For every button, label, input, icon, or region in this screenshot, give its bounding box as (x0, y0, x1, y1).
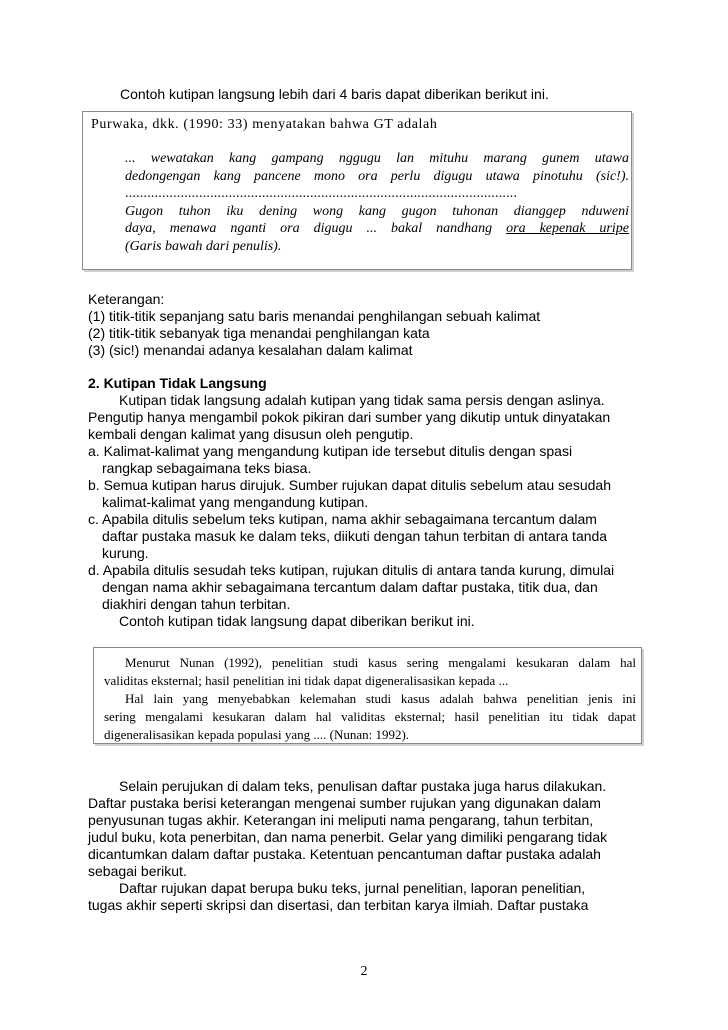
list-item-c-cont: daftar pustaka masuk ke dalam teks, diikuti dengan tahun terbitan di antara tanda (102, 528, 608, 544)
quote-line: Hal lain yang menyebabkan kelemahan studi kasus adalah bahwa penelitian jenis ini (125, 691, 636, 706)
list-item-c-cont: kurung. (102, 545, 149, 561)
quote-text: daya, menawa nganti ora digugu ... bakal nandhang (125, 221, 507, 236)
list-item-b-cont: kalimat-kalimat yang mengandung kutipan. (102, 494, 369, 510)
paragraph-line: Daftar pustaka berisi keterangan mengenai sumber rujukan yang digunakan dalam (88, 795, 601, 811)
keterangan-section (88, 291, 648, 359)
list-item-a-cont: rangkap sebagaimana teks biasa. (102, 460, 312, 476)
direct-quote-box (82, 111, 632, 270)
page-number: 2 (360, 964, 368, 979)
quote-line: validitas eksternal; hasil penelitian ini tidak dapat digeneralisasikan kepada ... (104, 673, 509, 688)
paragraph-line: penyusunan tugas akhir. Keterangan ini meliputi nama pengarang, tahun terbitan, (88, 812, 594, 828)
keterangan-item: (3) (sic!) menandai adanya kesalahan dalam kalimat (88, 342, 413, 358)
paragraph-line: judul buku, kota penerbitan, dan nama penerbit. Gelar yang dimiliki pengarang tidak (88, 829, 608, 845)
quote-line: (Garis bawah dari penulis). (125, 238, 282, 254)
keterangan-item: (1) titik-titik sepanjang satu baris menandai penghilangan sebuah kalimat (88, 308, 541, 324)
list-item-c: c. Apabila ditulis sebelum teks kutipan, nama akhir sebagaimana tercantum dalam (88, 511, 597, 527)
paragraph-line: Pengutip hanya mengambil pokok pikiran dari sumber yang dikutip untuk dinyatakan (88, 409, 611, 425)
paragraph-line: Selain perujukan di dalam teks, penulisan daftar pustaka juga harus dilakukan. (119, 778, 607, 794)
section-heading: 2. Kutipan Tidak Langsung (88, 375, 267, 391)
quote-line: ... wewatakan kang gampang nggugu lan mituhu marang gunem utawa (125, 151, 629, 166)
quote-source-line: Purwaka, dkk. (1990: 33) menyatakan bahwa GT adalah (91, 117, 438, 132)
closing-paragraphs (88, 778, 648, 914)
quote-line-with-underline (125, 220, 629, 238)
keterangan-item: (2) titik-titik sebanyak tiga menandai penghilangan kata (88, 325, 430, 341)
paragraph-line: Kutipan tidak langsung adalah kutipan yang tidak sama persis dengan aslinya. (119, 392, 605, 408)
quote-line: sering mengalami kesukaran dalam hal validitas eksternal; hasil penelitian itu tidak dapat (104, 709, 636, 724)
quote-line: Menurut Nunan (1992), penelitian studi kasus sering mengalami kesukaran dalam hal (125, 655, 636, 670)
keterangan-title: Keterangan: (88, 291, 165, 307)
paragraph-line: tugas akhir seperti skripsi dan disertasi, dan terbitan karya ilmiah. Daftar pustaka (88, 897, 589, 913)
list-item-d-cont: dengan nama akhir sebagaimana tercantum dalam daftar pustaka, titik dua, dan (102, 579, 598, 595)
quote-line: digeneralisasikan kepada populasi yang .... (Nunan: 1992). (104, 727, 410, 742)
underlined-quote-text: ora kepenak uripe (506, 221, 629, 236)
list-item-b: b. Semua kutipan harus dirujuk. Sumber rujukan dapat ditulis sebelum atau sesudah (88, 477, 611, 493)
indirect-quote-box (93, 647, 642, 744)
paragraph-line: kembali dengan kalimat yang disusun oleh pengutip. (88, 426, 414, 442)
ellipsis-line: .......................................................................................................... (125, 186, 518, 201)
list-item-d: d. Apabila ditulis sesudah teks kutipan, rujukan ditulis di antara tanda kurung, dimulai (88, 562, 615, 578)
paragraph-line: dicantumkan dalam daftar pustaka. Ketentuan pencantuman daftar pustaka adalah (88, 846, 601, 862)
indirect-quote-text (104, 654, 636, 744)
intro-text: Contoh kutipan langsung lebih dari 4 baris dapat diberikan berikut ini. (120, 86, 549, 102)
list-item-d-cont: diakhiri dengan tahun terbitan. (102, 596, 291, 612)
quote-line: dedongengan kang pancene mono ora perlu digugu utawa pinotuhu (sic!). (125, 168, 629, 184)
list-item-a: a. Kalimat-kalimat yang mengandung kutipan ide tersebut ditulis dengan spasi (88, 443, 573, 459)
paragraph-line: Daftar rujukan dapat berupa buku teks, jurnal penelitian, laporan penelitian, (119, 880, 586, 896)
block-quote (125, 150, 629, 255)
quote-line: Gugon tuhon iku dening wong kang gugon tuhonan dianggep nduweni (125, 203, 629, 219)
paragraph-line: sebagai berikut. (88, 863, 187, 879)
section-indirect-quote (88, 375, 648, 630)
example-intro: Contoh kutipan tidak langsung dapat diberikan berikut ini. (119, 613, 475, 629)
